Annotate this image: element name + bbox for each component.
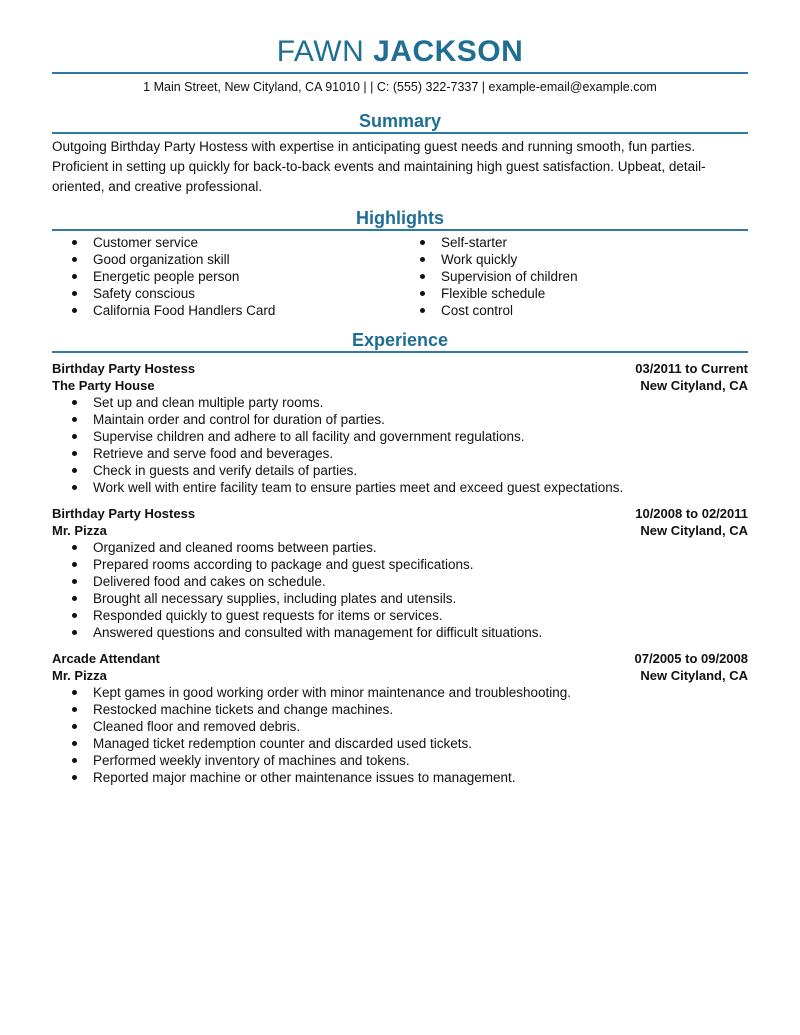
list-item [52,462,748,479]
job-location: New Cityland, CA [640,523,748,538]
job-title: Arcade Attendant [52,651,160,666]
job-title-row [52,360,748,377]
duty-text: Brought all necessary supplies, including plates and utensils. [93,591,457,606]
list-item [52,539,748,556]
list-item [400,251,748,268]
highlights-right-column [400,234,748,319]
job-company-row [52,522,748,539]
duty-text: Set up and clean multiple party rooms. [93,395,324,410]
bullet-icon [72,451,77,456]
job-duties [52,684,748,786]
job-title-row [52,650,748,667]
duty-text: Cleaned floor and removed debris. [93,719,301,734]
bullet-icon [72,690,77,695]
highlight-text: Self-starter [441,235,508,250]
duty-text: Prepared rooms according to package and guest specifications. [93,557,474,572]
bullet-icon [420,274,425,279]
bullet-icon [72,545,77,550]
job-location: New Cityland, CA [640,378,748,393]
list-item [52,428,748,445]
bullet-icon [72,485,77,490]
duty-text: Delivered food and cakes on schedule. [93,574,326,589]
job-title-row [52,505,748,522]
highlight-text: Work quickly [441,252,518,267]
list-item [52,573,748,590]
list-item [52,590,748,607]
bullet-icon [72,434,77,439]
bullet-icon [420,308,425,313]
header-divider [52,72,748,74]
list-item [52,268,400,285]
duty-text: Organized and cleaned rooms between parties. [93,540,377,555]
bullet-icon [72,274,77,279]
bullet-icon [72,240,77,245]
job-entry [52,505,748,641]
list-item [400,302,748,319]
bullet-icon [72,613,77,618]
job-entry [52,650,748,786]
list-item [52,718,748,735]
bullet-icon [72,417,77,422]
bullet-icon [420,257,425,262]
job-dates: 03/2011 to Current [635,361,748,376]
list-item [52,769,748,786]
duty-text: Reported major machine or other maintenance issues to management. [93,770,516,785]
bullet-icon [420,291,425,296]
job-company: The Party House [52,378,155,393]
bullet-icon [72,741,77,746]
duty-text: Managed ticket redemption counter and discarded used tickets. [93,736,472,751]
duty-text: Work well with entire facility team to ensure parties meet and exceed guest expectations. [93,480,624,495]
list-item [52,445,748,462]
list-item [52,251,400,268]
bullet-icon [72,579,77,584]
job-duties [52,394,748,496]
job-dates: 10/2008 to 02/2011 [635,506,748,521]
list-item [52,556,748,573]
duty-text: Restocked machine tickets and change machines. [93,702,394,717]
list-item [52,735,748,752]
job-entry [52,360,748,496]
contact-line: 1 Main Street, New Cityland, CA 91010 | | C: (555) 322-7337 | example-email@example.com [143,80,657,94]
highlight-text: Customer service [93,235,199,250]
bullet-icon [72,308,77,313]
job-title: Birthday Party Hostess [52,361,196,376]
candidate-name [52,0,748,70]
duty-text: Check in guests and verify details of parties. [93,463,358,478]
duty-text: Retrieve and serve food and beverages. [93,446,334,461]
job-company-row [52,377,748,394]
highlight-text: Cost control [441,303,514,318]
duty-text: Performed weekly inventory of machines and tokens. [93,753,410,768]
list-item [400,268,748,285]
highlight-text: Energetic people person [93,269,240,284]
list-item [52,302,400,319]
list-item [52,394,748,411]
list-item [52,624,748,641]
bullet-icon [72,468,77,473]
job-duties [52,539,748,641]
highlight-text: Safety conscious [93,286,196,301]
highlight-text: Flexible schedule [441,286,546,301]
highlights-left-column [52,234,400,319]
job-dates: 07/2005 to 09/2008 [634,651,748,666]
bullet-icon [420,240,425,245]
summary-text: Outgoing Birthday Party Hostess with expertise in anticipating guest needs and running smooth, fun parties. Proficient in setting up quickly for back-to-back events and maintaining high guest satisfaction. Upbeat, detail-oriented, and creative professional. [52,139,706,194]
bullet-icon [72,775,77,780]
bullet-icon [72,562,77,567]
bullet-icon [72,596,77,601]
job-location: New Cityland, CA [640,668,748,683]
bullet-icon [72,724,77,729]
bullet-icon [72,630,77,635]
highlights-heading: Highlights [356,208,444,228]
highlights-grid [52,234,748,319]
list-item [52,285,400,302]
job-title: Birthday Party Hostess [52,506,196,521]
duty-text: Kept games in good working order with minor maintenance and troubleshooting. [93,685,572,700]
last-name: JACKSON [373,35,524,68]
highlights-left-list [52,234,400,319]
duty-text: Supervise children and adhere to all facility and government regulations. [93,429,525,444]
list-item [400,234,748,251]
duty-text: Answered questions and consulted with management for difficult situations. [93,625,543,640]
list-item [52,701,748,718]
list-item [52,684,748,701]
highlights-right-list [400,234,748,319]
list-item [52,411,748,428]
experience-heading: Experience [351,330,449,350]
experience-divider [52,351,748,353]
list-item [52,752,748,769]
duty-text: Maintain order and control for duration of parties. [93,412,385,427]
bullet-icon [72,707,77,712]
highlight-text: California Food Handlers Card [93,303,276,318]
summary-heading: Summary [358,111,442,131]
list-item [52,607,748,624]
list-item [52,234,400,251]
summary-divider [52,132,748,134]
list-item [400,285,748,302]
job-company-row [52,667,748,684]
job-company: Mr. Pizza [52,523,107,538]
bullet-icon [72,400,77,405]
highlights-divider [52,229,748,231]
bullet-icon [72,291,77,296]
highlight-text: Good organization skill [93,252,230,267]
highlight-text: Supervision of children [441,269,578,284]
job-company: Mr. Pizza [52,668,107,683]
bullet-icon [72,257,77,262]
bullet-icon [72,758,77,763]
list-item [52,479,748,496]
duty-text: Responded quickly to guest requests for items or services. [93,608,443,623]
first-name: FAWN [276,35,365,68]
experience-list [52,360,748,786]
